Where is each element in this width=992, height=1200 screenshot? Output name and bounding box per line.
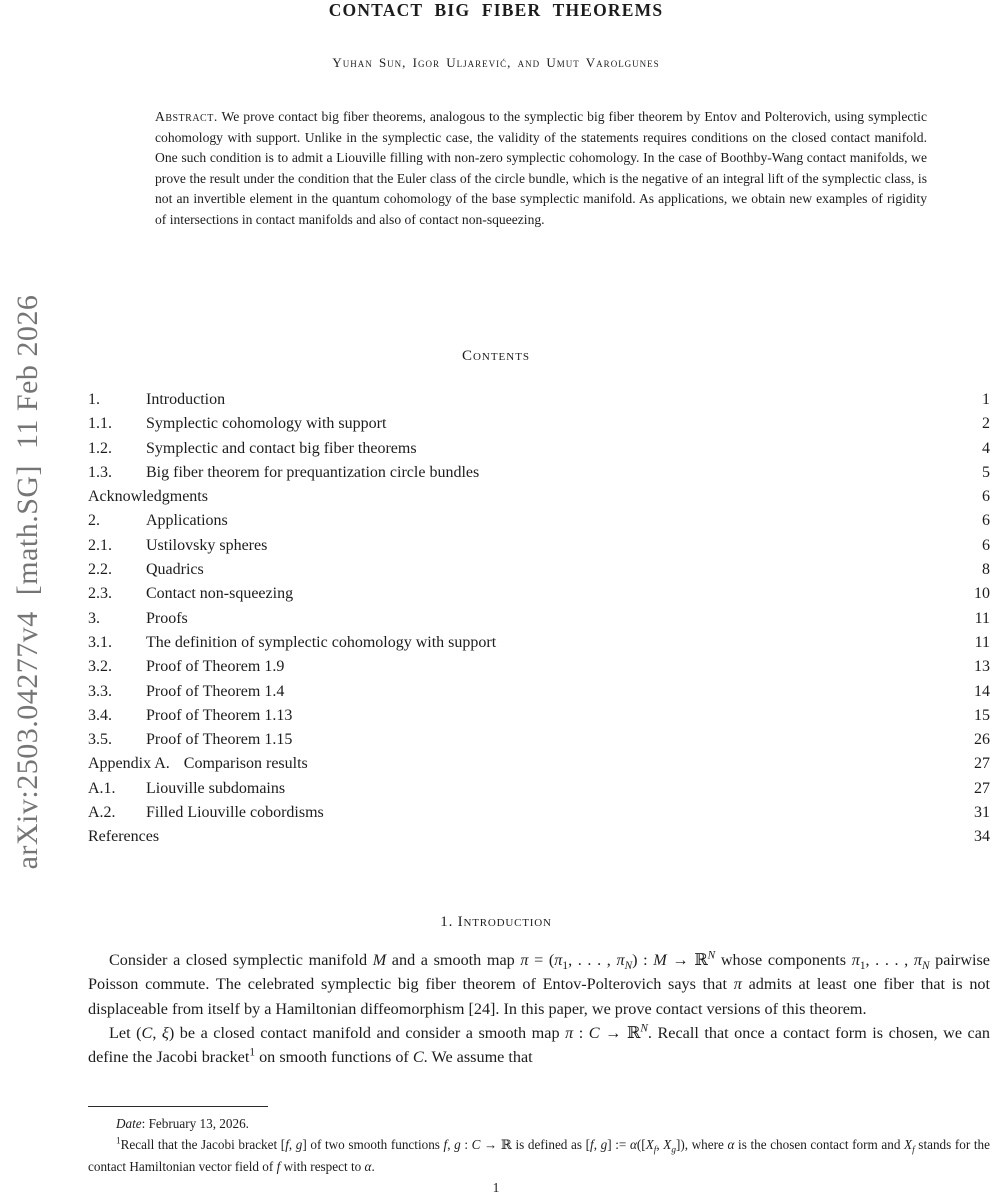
toc-entry-page: 4 [982,439,990,457]
toc-entry-page: 27 [974,779,990,797]
toc-entry-page: 6 [982,512,990,530]
section-1-heading: 1. Introduction [440,914,552,930]
toc-entry [88,704,990,728]
toc-entry-number: 3. [88,609,100,627]
toc-entry [88,412,990,436]
toc-entry-page: 8 [982,561,990,579]
toc-entry-number: A.2. [88,804,116,822]
toc-entry-title: Proof of Theorem 1.9 [146,658,285,676]
toc-entry [88,655,990,679]
toc-entry-title: Comparison results [183,755,308,773]
toc-entry-title: Ustilovsky spheres [146,536,268,554]
toc-entry [88,558,990,582]
toc-entry [88,437,990,461]
toc-entry-number: A.1. [88,779,116,797]
toc-entry [88,631,990,655]
toc-entry [88,485,990,509]
toc-entry-number: 2.1. [88,536,112,554]
toc-entry-page: 13 [974,658,990,676]
toc-entry-title: Symplectic and contact big fiber theorems [146,439,417,457]
toc-entry [88,607,990,631]
toc-entry [88,825,990,849]
abstract-label: Abstract. [155,109,218,124]
toc-entry-title: Proofs [146,609,188,627]
toc-entry-page: 5 [982,463,990,481]
toc-entry [88,461,990,485]
toc-entry-title: Symplectic cohomology with support [146,415,387,433]
toc-entry-number: 3.4. [88,706,112,724]
page-number: 1 [492,1180,500,1195]
toc-entry-number: 1.2. [88,439,112,457]
intro-paragraph-1: Consider a closed symplectic manifold M and a smooth map $\pi = (\pi_1$, . . . , $\pi_N$) : M → ℝ$^N$ whose components $\pi_1$, . . . , $\pi_N$ pairwise Poisson commute. The celebrated symplectic big fiber theorem of Entov-Polterovich says that π admits at least one fiber that is not displaceable from itself by a Hamiltonian diffeomorphism [24]. In this paper, we prove contact versions of this theorem. [88,949,991,1018]
toc-entry-number: 1.1. [88,415,112,433]
toc-entry [88,752,990,776]
toc-entry [88,728,990,752]
toc-entry-page: 14 [974,682,990,700]
toc-entry-page: 15 [974,706,990,724]
toc-entry-title: Proof of Theorem 1.4 [146,682,285,700]
toc-entry-page: 26 [974,731,990,749]
toc-entry-title: Introduction [146,391,226,408]
introduction-body [88,948,990,1069]
toc-entry-page: 31 [974,804,990,822]
toc-entry [88,801,990,825]
toc-entry-title: The definition of symplectic cohomology with support [146,633,497,651]
toc-entry-page: 27 [974,755,990,773]
toc-entry-page: 6 [982,488,990,506]
toc-entry [88,534,990,558]
toc-entry-page: 10 [974,585,990,603]
toc-entry-number: 3.2. [88,658,112,676]
abstract-text: We prove contact big fiber theorems, analogous to the symplectic big fiber theorem by Entov and Polterovich, using symplectic cohomology with support. Unlike in the symplectic case, the validity of the statements requires conditions on the closed contact manifold. One such condition is to admit a Liouville filling with non-zero symplectic cohomology. In the case of Boothby-Wang contact manifolds, we prove the result under the condition that the Euler class of the circle bundle, which is the negative of an integral lift of the symplectic class, is not an invertible element in the quantum cohomology of the base symplectic manifold. As applications, we obtain new examples of rigidity of intersections in contact manifolds and also of contact non-squeezing. [155,109,927,227]
toc-entry-title: References [88,828,160,846]
toc-entry-title: Contact non-squeezing [146,585,294,603]
toc-entry [88,509,990,533]
toc-entry-number: 1. [88,391,100,408]
toc-entry [88,777,990,801]
toc-entry-title: Quadrics [146,561,204,579]
toc-entry-page: 2 [982,415,990,433]
footnote-1: $^1$Recall that the Jacobi bracket [f, g] of two smooth functions f, g : C → ℝ is defined as [f, g] := $\alpha([X_f$, $X_g$]), where α is the chosen contact form and $X_f$ stands for the contact Hamiltonian vector field of f with respect to α. [88,1135,991,1174]
toc-entry-number: 3.5. [88,731,112,749]
toc-entry-page: 11 [974,609,990,627]
toc-entry-number: 3.1. [88,633,112,651]
intro-paragraph-2: Let (C, ξ) be a closed contact manifold and consider a smooth map π : C → ℝ$^N$. Recall that once a contact form is chosen, we can define the Jacobi bracket$^1$ on smooth functions of C. We assume that [88,1022,991,1067]
toc-entry-page: 11 [974,633,990,651]
authors-line: Yuhan Sun, Igor Uljarević, and Umut Varolgunes [332,55,660,70]
toc-entry-page: 1 [982,391,990,408]
date-line: Date: February 13, 2026. [116,1116,249,1131]
toc-entry-title: Proof of Theorem 1.15 [146,731,293,749]
toc-entry-page: 6 [982,536,990,554]
toc-entry-number: 2. [88,512,100,530]
toc-entry-title: Acknowledgments [88,488,208,506]
toc-entry-title: Big fiber theorem for prequantization circle bundles [146,463,480,481]
toc-entry-number: Appendix A. [88,755,170,773]
toc-entry-number: 2.2. [88,561,112,579]
toc-entry-title: Filled Liouville cobordisms [146,804,324,822]
toc-entry [88,680,990,704]
toc-entry-title: Proof of Theorem 1.13 [146,706,293,724]
toc-entry-number: 2.3. [88,585,112,603]
toc-entry [88,582,990,606]
toc-entry-title: Liouville subdomains [146,779,286,797]
contents-heading: Contents [461,348,531,364]
toc-entry-number: 1.3. [88,463,112,481]
abstract-section [155,107,927,230]
toc-entry [88,388,990,412]
footnote-area [88,1106,990,1177]
toc-entry-page: 34 [974,828,990,846]
footnote-divider [88,1106,268,1107]
toc-entry-number: 3.3. [88,682,112,700]
arxiv-watermark: arXiv:2503.04277v4 [math.SG] 11 Feb 2026 [11,294,44,870]
paper-title: CONTACT BIG FIBER THEOREMS [328,0,664,20]
table-of-contents [88,388,990,850]
toc-entry-title: Applications [146,512,228,530]
